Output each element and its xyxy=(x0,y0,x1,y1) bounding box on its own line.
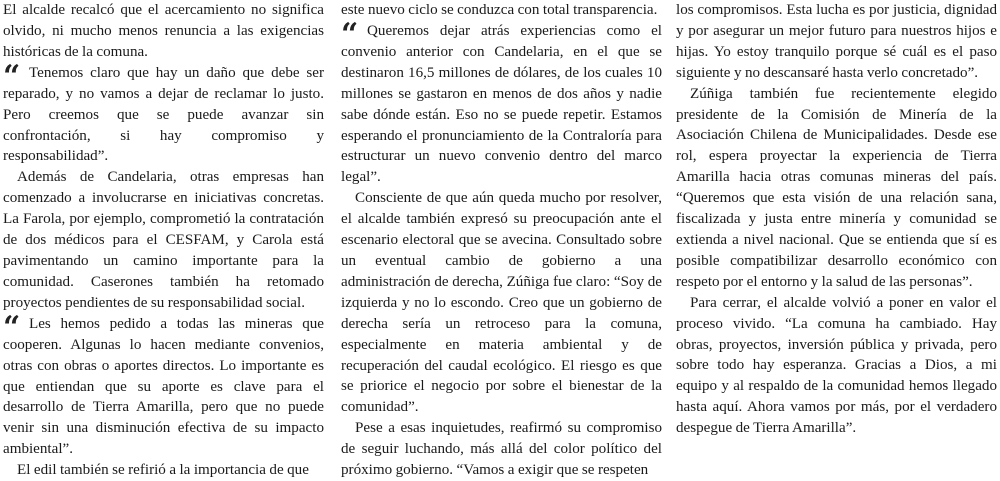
paragraph: El alcalde recalcó que el acercamiento no significa olvido, ni mucho menos renuncia a las exigencias históricas de la comuna. xyxy=(3,2,324,60)
article-column-1 xyxy=(3,0,324,479)
paragraph: El edil también se refirió a la importancia de que xyxy=(17,462,309,479)
paragraph: Consciente de que aún queda mucho por resolver, el alcalde también expresó su preocupación ante el escenario electoral que se avecina. Consultado sobre un eventual cambio de gobierno a una administración de derecha, Zúñiga fue claro: “Soy de izquierda y no lo escondo. Creo que un gobierno de derecha sería un retroceso para la comuna, especialmente en materia ambiental y de recuperación del caudal ecológico. El riesgo es que se priorice el negocio por sobre el bienestar de la comunidad”. xyxy=(341,190,662,416)
paragraph: los compromisos. Esta lucha es por justicia, dignidad y por asegurar un mejor futuro para nuestros hijos e hijas. Yo estoy tranquilo porque sé cuál es el paso siguiente y no descansaré hasta verlo concretado”. xyxy=(676,2,997,81)
quote-paragraph xyxy=(341,16,662,188)
quote-text: Tenemos claro que hay un daño que debe ser reparado, y no vamos a dejar de reclamar lo justo. Pero creemos que se puede avanzar sin confrontación, si hay compromiso y responsabilidad”. xyxy=(3,64,324,165)
paragraph: Zúñiga también fue recientemente elegido presidente de la Comisión de Minería de la Asociación Chilena de Municipalidades. Desde ese rol, espera proyectar la experiencia de Tierra Amarilla hacia otras comunas mineras del país. “Queremos que esta visión de una relación sana, fiscalizada y justa entre minería y comunidad se extienda a nivel nacional. Que se entienda que sí es posible compatibilizar desarrollo económico con respeto por el entorno y la salud de las personas”. xyxy=(676,85,997,290)
quote-text: Les hemos pedido a todas las mineras que cooperen. Algunas lo hacen mediante convenios, otras con obras o aportes directos. Lo importante es que entiendan que su aporte es clave para el desarrollo de Tierra Amarilla, pero que no puede venir sin una disminución efectiva de su impacto ambiental”. xyxy=(3,315,324,458)
paragraph: Pese a esas inquietudes, reafirmó su compromiso de seguir luchando, más allá del color político del próximo gobierno. “Vamos a exigir que se respeten xyxy=(341,420,662,479)
article-column-3 xyxy=(676,0,997,437)
paragraph: Además de Candelaria, otras empresas han comenzado a involucrarse en iniciativas concretas. La Farola, por ejemplo, comprometió la contratación de dos médicos para el CESFAM, y Carola está pavimentando un camino importante para la comunidad. Caserones también ha retomado proyectos pendientes de su responsabilidad social. xyxy=(3,169,324,311)
quote-mark-icon: “ xyxy=(341,16,359,52)
article-column-2 xyxy=(341,0,662,479)
quote-paragraph xyxy=(3,58,324,168)
paragraph: este nuevo ciclo se conduzca con total transparencia. xyxy=(341,2,658,18)
paragraph: Para cerrar, el alcalde volvió a poner en valor el proceso vivido. “La comuna ha cambiado. Hay obras, proyectos, inversión pública y privada, pero sobre todo hay esperanza. Gracias a Dios, a mi equipo y al respaldo de la comunidad hemos llegado hasta aquí. Ahora vamos por más, por el verdadero despegue de Tierra Amarilla”. xyxy=(676,294,997,437)
quote-paragraph xyxy=(3,309,324,460)
quote-mark-icon: “ xyxy=(3,58,21,94)
quote-text: Queremos dejar atrás experiencias como el convenio anterior con Candelaria, en el que se destinaron 16,5 millones de dólares, de los cuales 10 millones se gastaron en menos de dos años y nadie sabe dónde están. Eso no se puede repetir. Estamos esperando el pronunciamiento de la Contraloría para estructurar un nuevo convenio dentro del marco legal”. xyxy=(341,22,662,186)
quote-mark-icon: “ xyxy=(3,309,21,345)
